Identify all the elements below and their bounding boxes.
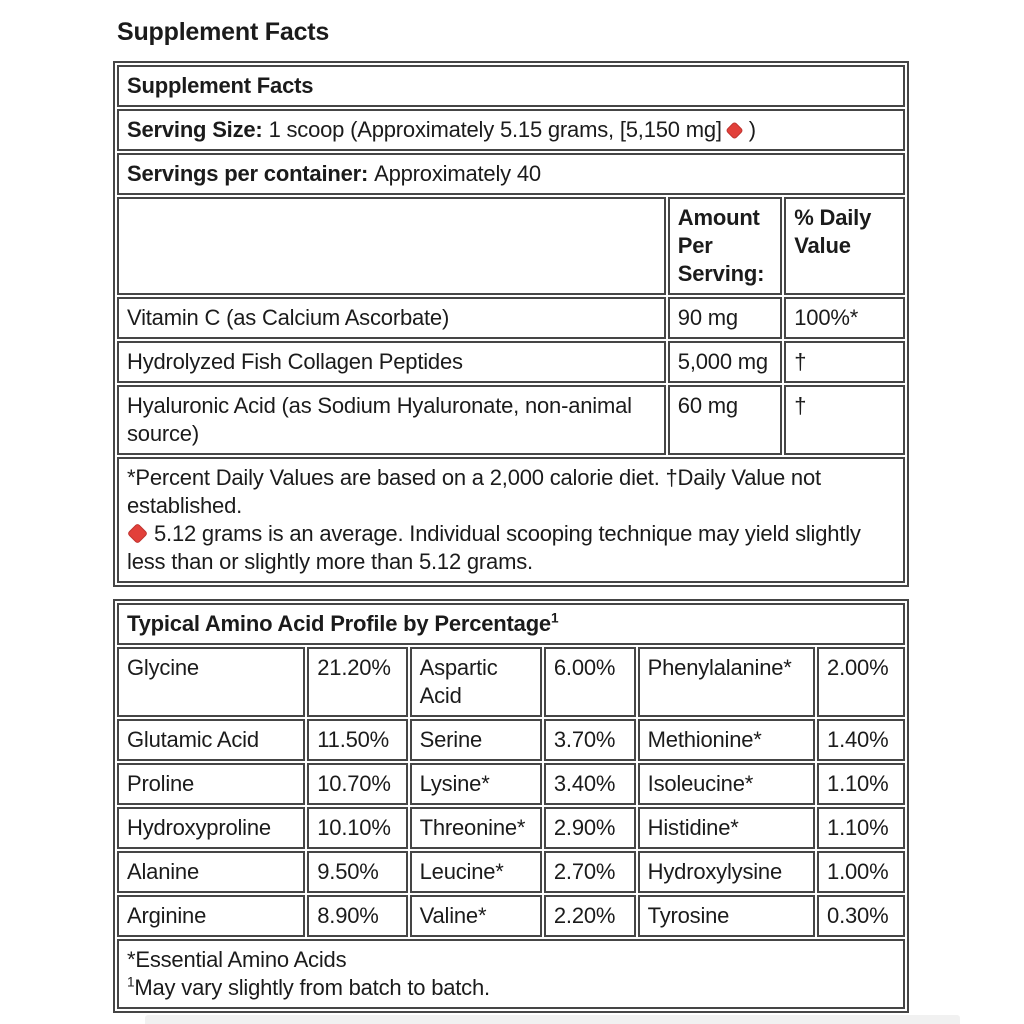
- amino-pct: 6.00%: [544, 647, 636, 717]
- amino-title-text: Typical Amino Acid Profile by Percentage: [127, 611, 551, 636]
- table-row: [117, 385, 905, 455]
- ingredient-amount: 90 mg: [668, 297, 782, 339]
- ingredient-name: Hyaluronic Acid (as Sodium Hyaluronate, non-animal source): [117, 385, 666, 455]
- amino-acid-profile-table: [113, 599, 909, 1013]
- amino-name: Arginine: [117, 895, 305, 937]
- amino-name: Histidine*: [638, 807, 815, 849]
- amino-pct: 10.10%: [307, 807, 407, 849]
- amino-name: Hydroxylysine: [638, 851, 815, 893]
- daily-value-header: % Daily Value: [784, 197, 905, 295]
- amino-pct: 3.70%: [544, 719, 636, 761]
- red-diamond-icon: [127, 523, 148, 544]
- ingredient-name: Hydrolyzed Fish Collagen Peptides: [117, 341, 666, 383]
- ingredient-dv: †: [784, 341, 905, 383]
- table-row: [117, 807, 905, 849]
- amino-pct: 2.90%: [544, 807, 636, 849]
- facts-footnotes-cell: [117, 457, 905, 583]
- amino-pct: 1.10%: [817, 763, 905, 805]
- amino-name: Aspartic Acid: [410, 647, 542, 717]
- amino-pct: 11.50%: [307, 719, 407, 761]
- amino-pct: 21.20%: [307, 647, 407, 717]
- page-title: Supplement Facts: [117, 18, 330, 46]
- amino-name: Lysine*: [410, 763, 542, 805]
- amino-name: Leucine*: [410, 851, 542, 893]
- serving-size-cell: [117, 109, 905, 151]
- table-row: [117, 719, 905, 761]
- serving-size-value: 1 scoop (Approximately 5.15 grams, [5,150 mg]: [268, 117, 722, 142]
- ingredient-dv: 100%*: [784, 297, 905, 339]
- amino-name: Serine: [410, 719, 542, 761]
- servings-label: Servings per container:: [127, 161, 369, 186]
- cropped-next-section: [145, 1015, 960, 1024]
- table-header-row: [117, 603, 905, 645]
- amino-pct: 9.50%: [307, 851, 407, 893]
- amino-name: Glutamic Acid: [117, 719, 305, 761]
- label-content: [113, 16, 909, 1024]
- table-row: [117, 895, 905, 937]
- amino-name: Threonine*: [410, 807, 542, 849]
- amino-pct: 1.10%: [817, 807, 905, 849]
- ingredient-amount: 60 mg: [668, 385, 782, 455]
- empty-header-cell: [117, 197, 666, 295]
- serving-size-close-paren: ): [748, 117, 756, 142]
- amino-footnotes-cell: [117, 939, 905, 1009]
- amino-pct: 1.00%: [817, 851, 905, 893]
- batch-footnote-superscript: 1: [127, 974, 135, 990]
- table-row: [117, 65, 905, 107]
- table-row: [117, 341, 905, 383]
- amino-pct: 3.40%: [544, 763, 636, 805]
- amino-pct: 0.30%: [817, 895, 905, 937]
- servings-value: Approximately 40: [374, 161, 541, 186]
- amino-pct: 1.40%: [817, 719, 905, 761]
- batch-footnote-text: May vary slightly from batch to batch.: [134, 975, 490, 1000]
- ingredient-amount: 5,000 mg: [668, 341, 782, 383]
- diamond-footnote: [127, 520, 895, 576]
- table-row: [117, 297, 905, 339]
- batch-footnote: [127, 974, 895, 1002]
- amino-name: Proline: [117, 763, 305, 805]
- supplement-facts-table: [113, 61, 909, 587]
- amino-name: Valine*: [410, 895, 542, 937]
- amino-table-title: [117, 603, 905, 645]
- amino-pct: 2.20%: [544, 895, 636, 937]
- diamond-footnote-text: 5.12 grams is an average. Individual scooping technique may yield slightly less than or slightly more than 5.12 grams.: [127, 521, 861, 574]
- table-row: [117, 763, 905, 805]
- table-row: [117, 109, 905, 151]
- servings-per-container-cell: [117, 153, 905, 195]
- essential-amino-footnote: *Essential Amino Acids: [127, 947, 347, 972]
- amino-pct: 2.00%: [817, 647, 905, 717]
- table-row: [117, 939, 905, 1009]
- facts-header: Supplement Facts: [117, 65, 905, 107]
- amino-name: Alanine: [117, 851, 305, 893]
- amino-pct: 8.90%: [307, 895, 407, 937]
- amino-name: Tyrosine: [638, 895, 815, 937]
- table-row: [117, 153, 905, 195]
- amount-per-serving-header: Amount Per Serving:: [668, 197, 782, 295]
- amino-name: Hydroxyproline: [117, 807, 305, 849]
- amino-name: Glycine: [117, 647, 305, 717]
- table-header-row: [117, 197, 905, 295]
- red-diamond-icon: [725, 121, 743, 139]
- table-row: [117, 457, 905, 583]
- amino-pct: 10.70%: [307, 763, 407, 805]
- amino-pct: 2.70%: [544, 851, 636, 893]
- ingredient-dv: †: [784, 385, 905, 455]
- daily-value-footnote: *Percent Daily Values are based on a 2,000 calorie diet. †Daily Value not established.: [127, 465, 821, 518]
- amino-name: Methionine*: [638, 719, 815, 761]
- ingredient-name: Vitamin C (as Calcium Ascorbate): [117, 297, 666, 339]
- amino-name: Phenylalanine*: [638, 647, 815, 717]
- table-row: [117, 851, 905, 893]
- serving-size-label: Serving Size:: [127, 117, 263, 142]
- amino-title-superscript: 1: [550, 610, 559, 626]
- amino-name: Isoleucine*: [638, 763, 815, 805]
- table-row: [117, 647, 905, 717]
